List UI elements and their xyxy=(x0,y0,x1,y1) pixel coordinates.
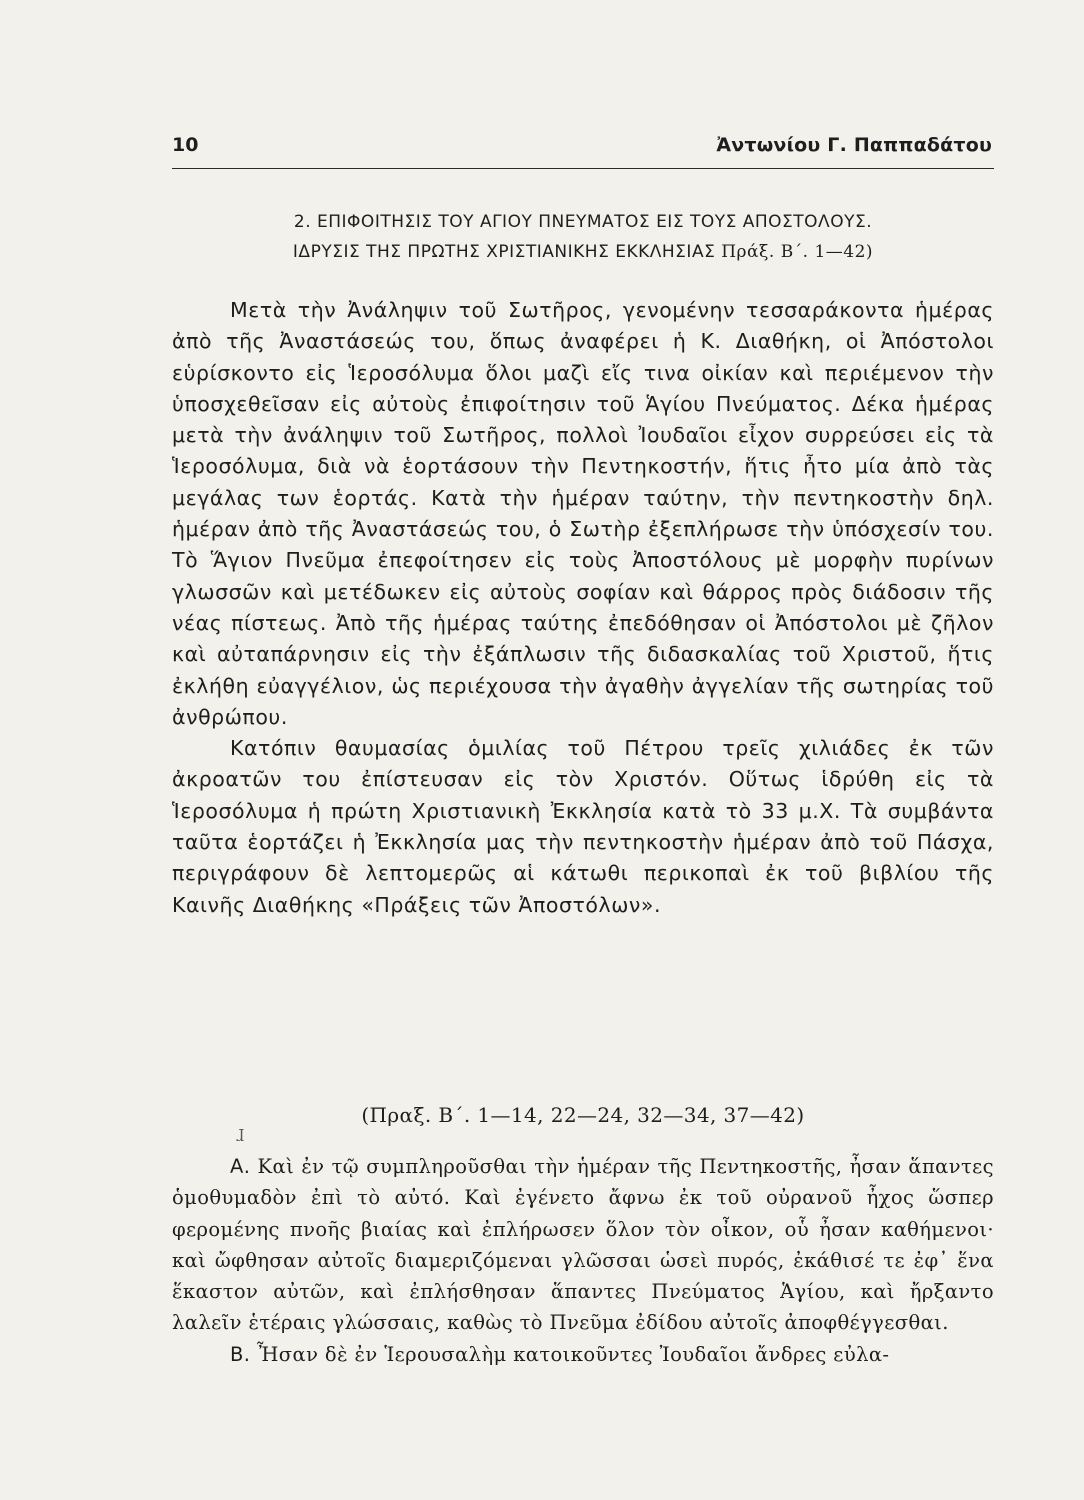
page-number: 10 xyxy=(172,134,199,156)
verse-label-b: Β. xyxy=(230,1342,251,1366)
ink-smudge-mark: ɺ xyxy=(236,1126,245,1145)
header-rule xyxy=(172,168,994,169)
section-heading-reference: Πράξ. Β΄. 1—42) xyxy=(721,242,874,262)
scripture-passage-b xyxy=(172,1339,994,1370)
scripture-citation: (Πραξ. Β΄. 1—14, 22—24, 32—34, 37—42) xyxy=(361,1103,805,1127)
section-heading-line2-text: ΙΔΡΥΣΙΣ ΤΗΣ ΠΡΩΤΗΣ ΧΡΙΣΤΙΑΝΙΚΗΣ ΕΚΚΛΗΣΙΑΣ xyxy=(292,242,716,262)
scripture-passage-a xyxy=(172,1151,994,1339)
verse-text-a: Καὶ ἐν τῷ συμπληροῦσθαι τὴν ἡμέραν τῆς Πεντηκοστῆς, ἦσαν ἅπαντες ὁμοθυμαδὸν ἐπὶ τὸ αὐτό. Καὶ ἐγένετο ἄφνω ἐκ τοῦ οὐρανοῦ ἦχος ὥσπερ φερομένης πνοῆς βιαίας καὶ ἐπλήρωσεν ὅλον τὸν οἶκον, οὗ ἦσαν καθήμενοι· καὶ ὤφθησαν αὐτοῖς διαμεριζόμεναι γλῶσσαι ὡσεὶ πυρός, ἐκάθισέ τε ἐφ᾽ ἕνα ἕκαστον αὐτῶν, καὶ ἐπλήσθησαν ἅπαντες Πνεύματος Ἁγίου, καὶ ἤρξαντο λαλεῖν ἑτέραις γλώσσαις, καθὼς τὸ Πνεῦμα ἐδίδου αὐτοῖς ἀποφθέγγεσθαι. xyxy=(172,1155,994,1335)
verse-text-b: Ἦσαν δὲ ἐν Ἱερουσαλὴμ κατοικοῦντες Ἰουδαῖοι ἄνδρες εὐλα- xyxy=(257,1342,890,1366)
running-title: Ἀντωνίου Γ. Παππαδάτου xyxy=(716,134,992,156)
verse-label-a: Α. xyxy=(230,1155,251,1178)
body-text xyxy=(172,295,994,921)
section-heading-line2 xyxy=(172,242,994,262)
section-heading-line1: 2. ΕΠΙΦΟΙΤΗΣΙΣ ΤΟΥ ΑΓΙΟΥ ΠΝΕΥΜΑΤΟΣ ΕΙΣ ΤΟΥΣ ΑΠΟΣΤΟΛΟΥΣ. xyxy=(293,212,873,232)
page-header xyxy=(172,134,994,166)
scripture-text xyxy=(172,1151,994,1370)
paragraph-2: Κατόπιν θαυμασίας ὁμιλίας τοῦ Πέτρου τρεῖς χιλιάδες ἐκ τῶν ἀκροατῶν του ἐπίστευσαν εἰς τὸν Χριστόν. Οὕτως ἱδρύθη εἰς τὰ Ἱεροσόλυμα ἡ πρώτη Χριστιανικὴ Ἐκκλησία κατὰ τὸ 33 μ.Χ. Τὰ συμβάντα ταῦτα ἑορτάζει ἡ Ἐκκλησία μας τὴν πεντηκοστὴν ἡμέραν ἀπὸ τοῦ Πάσχα, περιγράφουν δὲ λεπτομερῶς αἱ κάτωθι περικοπαὶ ἐκ τοῦ βιβλίου τῆς Καινῆς Διαθήκης «Πράξεις τῶν Ἀποστόλων». xyxy=(172,736,994,917)
paragraph-1: Μετὰ τὴν Ἀνάληψιν τοῦ Σωτῆρος, γενομένην τεσσαράκοντα ἡμέρας ἀπὸ τῆς Ἀναστάσεώς του, ὅπως ἀναφέρει ἡ Κ. Διαθήκη, οἱ Ἀπόστολοι εὑρίσκοντο εἰς Ἱεροσόλυμα ὅλοι μαζὶ εἴς τινα οἰκίαν καὶ περιέμενον τὴν ὑποσχεθεῖσαν εἰς αὐτοὺς ἐπιφοίτησιν τοῦ Ἁγίου Πνεύματος. Δέκα ἡμέρας μετὰ τὴν ἀνάληψιν τοῦ Σωτῆρος, πολλοὶ Ἰουδαῖοι εἶχον συρρεύσει εἰς τὰ Ἱεροσόλυμα, διὰ νὰ ἑορτάσουν τὴν Πεντηκοστήν, ἥτις ἦτο μία ἀπὸ τὰς μεγάλας των ἑορτάς. Κατὰ τὴν ἡμέραν ταύτην, τὴν πεντηκοστὴν δηλ. ἡμέραν ἀπὸ τῆς Ἀναστάσεώς του, ὁ Σωτὴρ ἐξεπλήρωσε τὴν ὑπόσχεσίν του. Τὸ Ἅγιον Πνεῦμα ἐπεφοίτησεν εἰς τοὺς Ἀποστόλους μὲ μορφὴν πυρίνων γλωσσῶν καὶ μετέδωκεν εἰς αὐτοὺς σοφίαν καὶ θάρρος πρὸς διάδοσιν τῆς νέας πίστεως. Ἀπὸ τῆς ἡμέρας ταύτης ἐπεδόθησαν οἱ Ἀπόστολοι μὲ ζῆλον καὶ αὐταπάρνησιν εἰς τὴν ἐξάπλωσιν τῆς διδασκαλίας τοῦ Χριστοῦ, ἥτις ἐκλήθη εὐαγγέλιον, ὡς περιέχουσα τὴν ἀγαθὴν ἀγγελίαν τῆς σωτηρίας τοῦ ἀνθρώπου. xyxy=(172,298,994,729)
